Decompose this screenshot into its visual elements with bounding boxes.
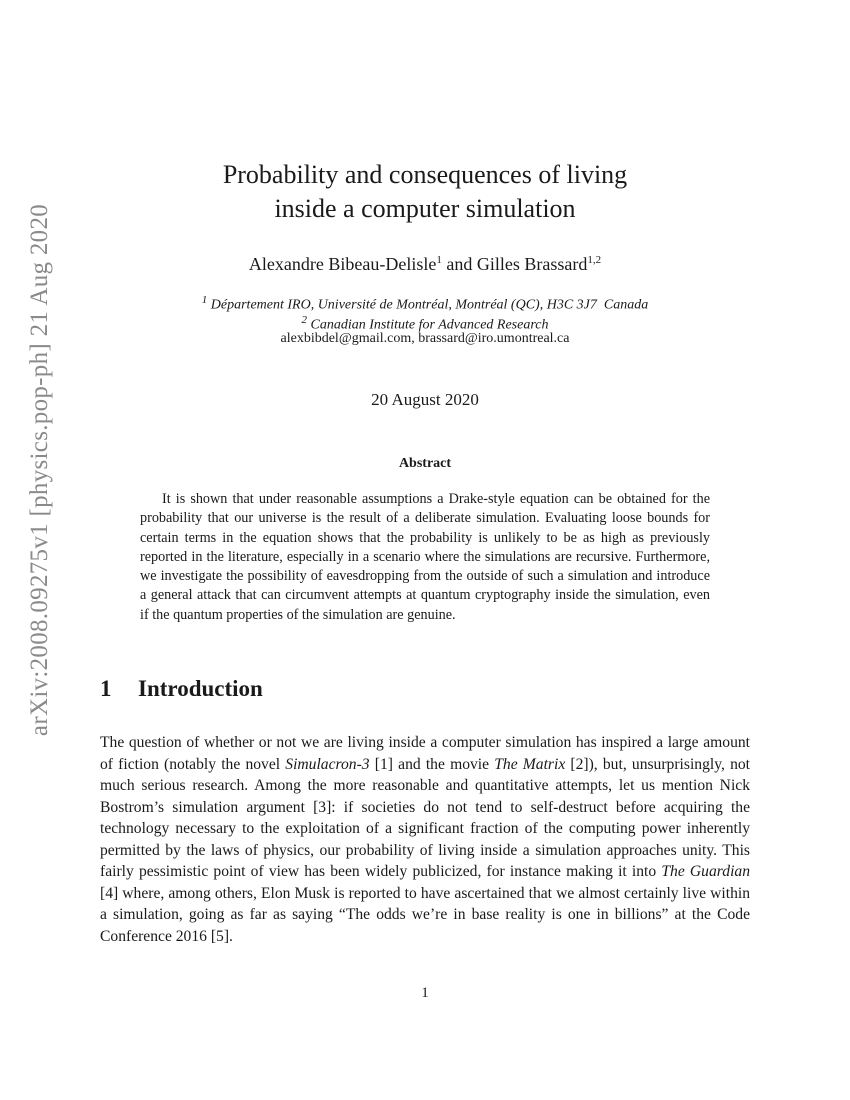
paper-date: 20 August 2020	[371, 390, 479, 409]
author-2-affil-mark: 1,2	[587, 254, 602, 266]
author-1-name: Alexandre Bibeau-Delisle	[248, 254, 437, 274]
page-number: 1	[421, 985, 429, 1001]
author-emails: alexbibdel@gmail.com, brassard@iro.umontreal.ca	[280, 331, 570, 346]
section-title: Introduction	[138, 676, 263, 701]
intro-text-3: [2]), but, unsurprisingly, not much serious research. Among the more reasonable and quantitative attempts, let us mention Nick Bostrom’s simulation argument [3]: if societies do not tend to self-destruct before acquiring the technology necessary to the exploitation of a significant fraction of the computing power inherently permitted by the laws of physics, our probability of living inside a simulation approaches unity. This fairly pessimistic point of view has been widely publicized, for instance making it into	[100, 755, 750, 880]
intro-title-simulacron: Simulacron-3	[285, 755, 370, 773]
affiliation-2-mark: 2	[301, 314, 308, 326]
author-conjunction: and	[441, 254, 477, 274]
author-list	[100, 254, 750, 275]
abstract-heading: Abstract	[398, 456, 452, 471]
arxiv-identifier: arXiv:2008.09275v1 [physics.pop-ph] 21 Aug 2020	[26, 203, 53, 737]
section-heading-introduction	[100, 676, 263, 702]
paper-title	[100, 158, 750, 226]
title-line-2: inside a computer simulation	[274, 194, 576, 223]
author-1-affil-mark: 1	[436, 254, 442, 266]
abstract-text: It is shown that under reasonable assumptions a Drake-style equation can be obtained for the probability that our universe is the result of a deliberate simulation. Evaluating loose bounds for certain terms in the equation shows that the probability is unlikely to be as high as previously reported in the literature, especially in a scenario where the simulations are recursive. Furthermore, we investigate the possibility of eavesdropping from the outside of such a simulation and introduce a general attack that can circumvent attempts at quantum cryptography inside the simulation, even if the quantum properties of the simulation are genuine.	[140, 491, 710, 623]
introduction-paragraph	[100, 732, 750, 947]
intro-title-guardian: The Guardian	[661, 863, 750, 880]
affiliation-1-text: Département IRO, Université de Montréal, Montréal (QC), H3C 3J7 Canada	[210, 297, 649, 313]
affiliation-2-text: Canadian Institute for Advanced Research	[310, 317, 549, 333]
intro-text-4: [4] where, among others, Elon Musk is reported to have ascertained that we almost certainly live within a simulation, going as far as saying “The odds we’re in base reality is one in billions” at the Code Conference 2016 [5].	[100, 884, 750, 945]
affiliation-1-mark: 1	[201, 294, 208, 306]
intro-text-1: The question of whether or not we are living inside a computer simulation has inspired a large amount of fiction (notably the novel	[100, 734, 750, 773]
intro-text-2: [1] and the movie	[369, 755, 495, 773]
author-2-name: Gilles Brassard	[476, 254, 588, 274]
section-number: 1	[100, 676, 112, 701]
intro-title-matrix: The Matrix	[494, 755, 566, 773]
title-line-1: Probability and consequences of living	[222, 160, 628, 189]
arxiv-sidebar	[18, 203, 62, 737]
